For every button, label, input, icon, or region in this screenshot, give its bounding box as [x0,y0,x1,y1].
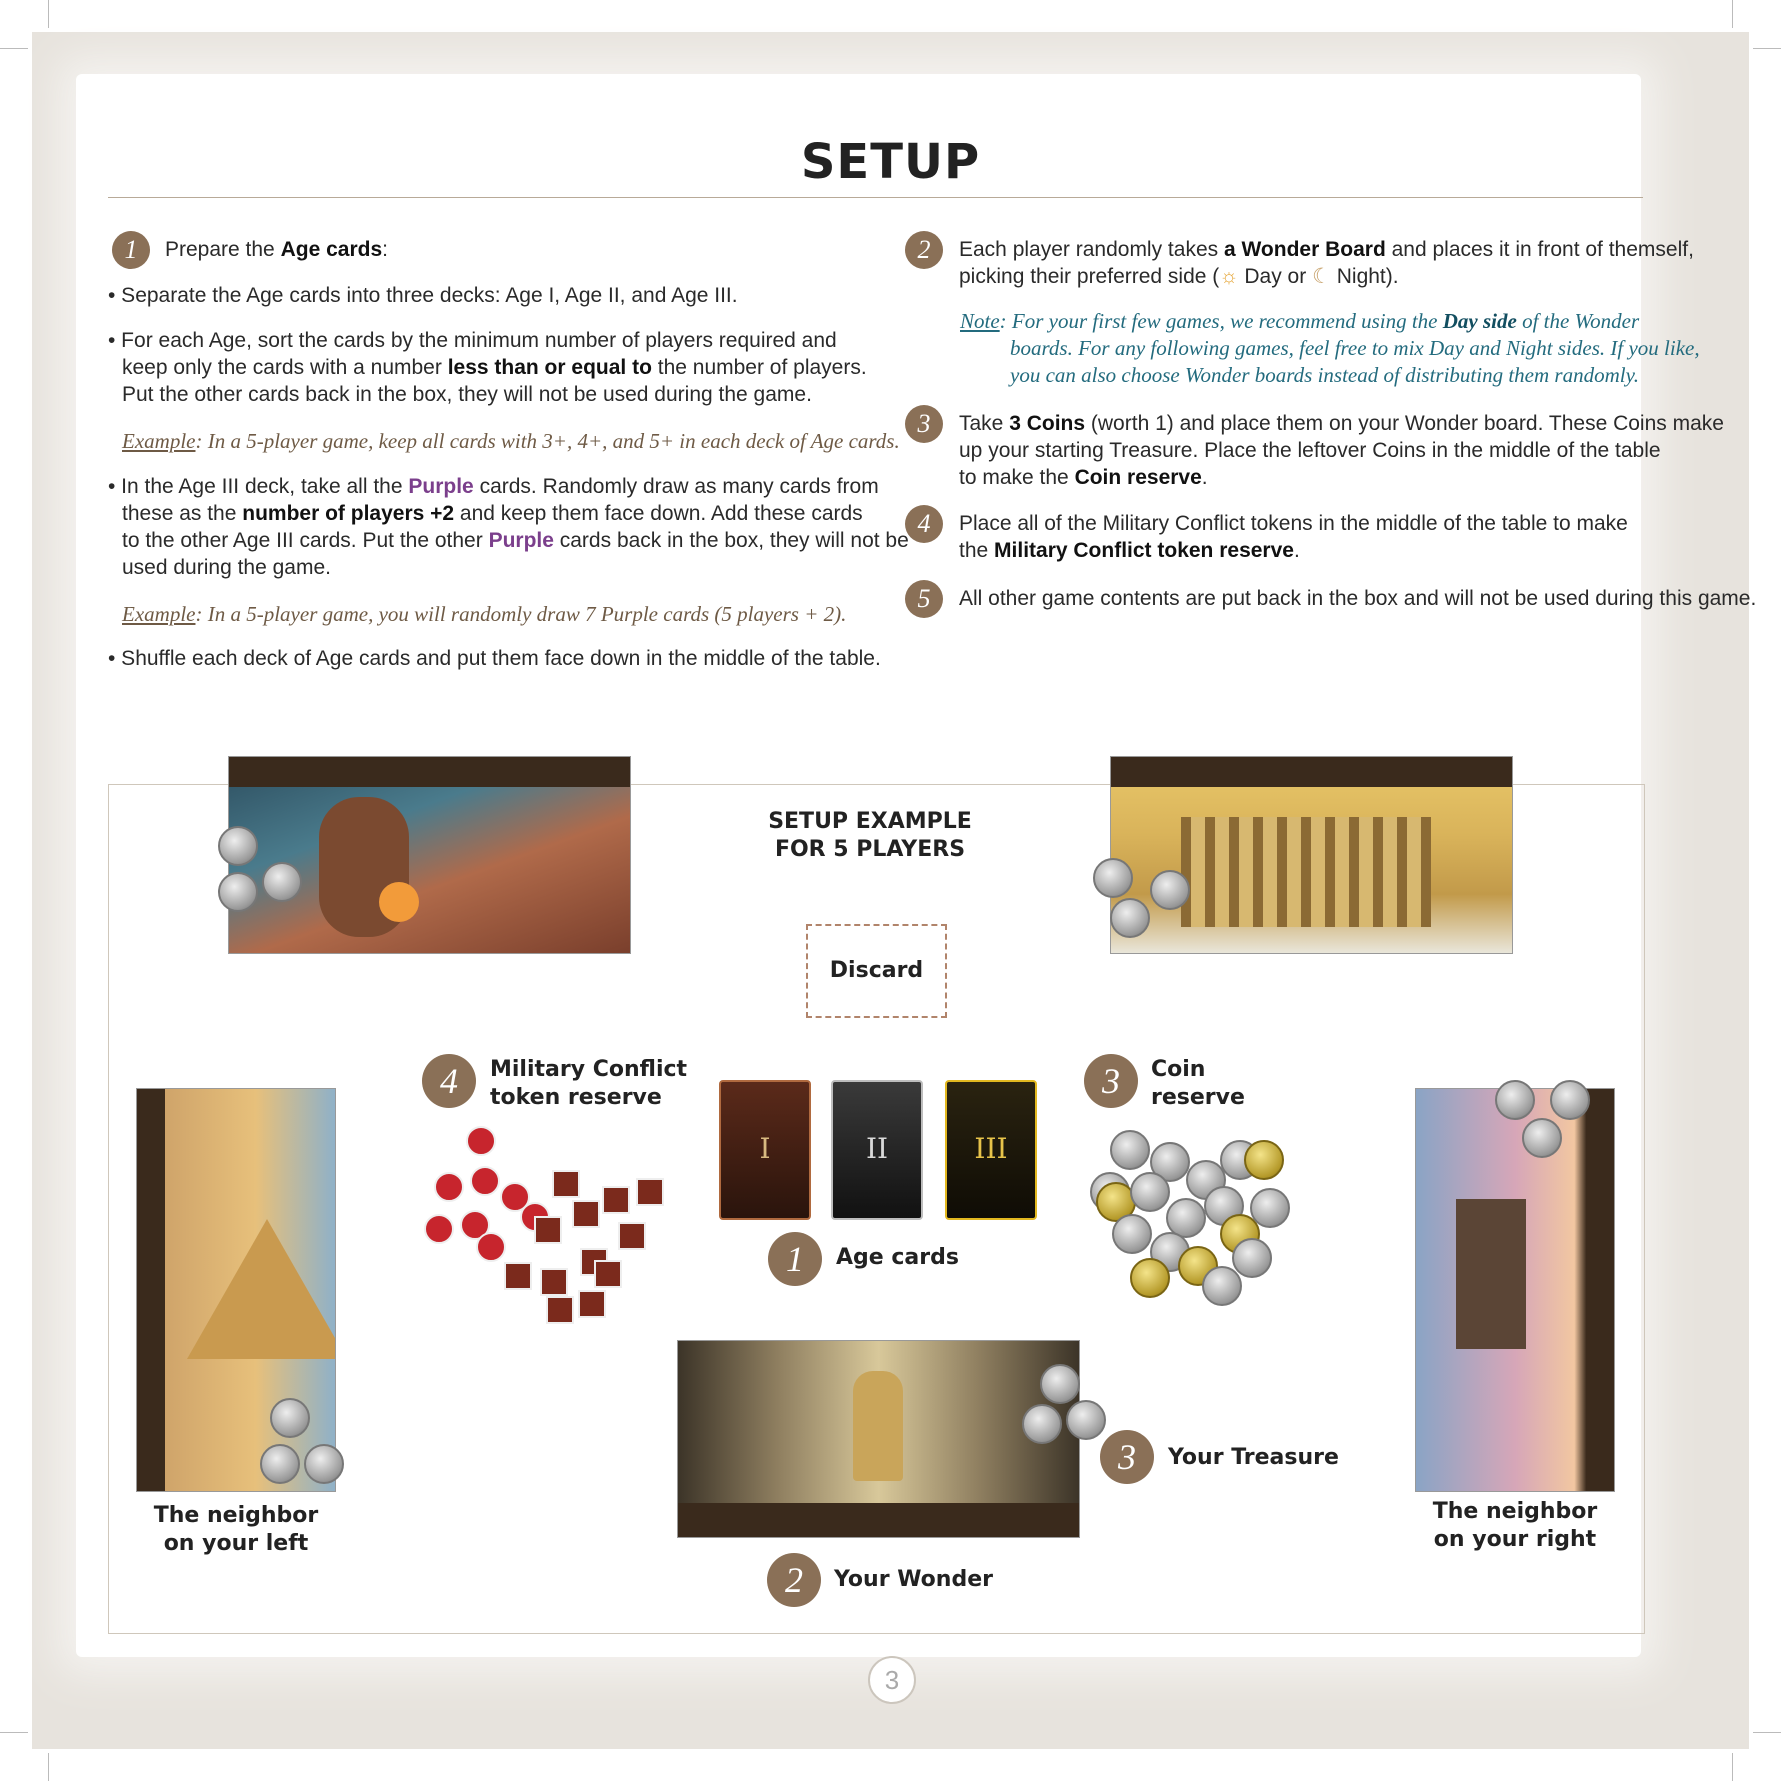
crop-mark [0,1732,28,1733]
flame-icon [379,882,419,922]
coin-icon [1112,1214,1152,1254]
conflict-token [578,1290,606,1318]
age-cards-label: Age cards [836,1245,959,1270]
coin-icon [1093,858,1133,898]
coin-icon [218,826,258,866]
mausoleum-shape [1456,1199,1526,1349]
conflict-token [424,1214,454,1244]
coin-icon [1130,1172,1170,1212]
age-cards-badge: 1 [768,1232,822,1286]
crop-mark [48,0,49,28]
coin-icon [1110,1130,1150,1170]
example-1: Example: In a 5-player game, keep all cards with 3+, 4+, and 5+ in each deck of Age cards. [122,429,900,453]
wonder-board-top-right [1110,756,1513,954]
board-banner [678,1503,1079,1537]
coin-icon [1250,1188,1290,1228]
conflict-token [552,1170,580,1198]
coin-icon [1522,1118,1562,1158]
left-neighbor-label: The neighbor on your left [153,1503,319,1556]
step-2-text: Each player randomly takes a Wonder Board and places it in front of themself, picking their preferred side (☼ Day or ☾ Night). [959,238,1694,288]
coin-icon [1150,870,1190,910]
step-1-bullet-2: • For each Age, sort the cards by the minimum number of players required and keep only the cards with a number less than or equal to the number of players. Put the other cards back in the box, they will not be used during the game. [108,329,867,406]
wonder-board-left-neighbor [136,1088,336,1492]
step-1-bullet-3: • In the Age III deck, take all the Purple cards. Randomly draw as many cards from these as the number of players +2 and keep them face down. Add these cards to the other Age III cards. Put the other Purple cards back in the box, they will not be used during the game. [108,475,909,579]
zeus-statue [853,1371,903,1481]
right-neighbor-label: The neighbor on your right [1432,1499,1598,1552]
coin-icon [1202,1266,1242,1306]
coin-icon [1232,1238,1272,1278]
conflict-token [466,1126,496,1156]
step-5-text: All other game contents are put back in the box and will not be used during this game. [959,587,1757,610]
coin-icon [1550,1080,1590,1120]
crop-mark [1732,0,1733,28]
step-3-text: Take 3 Coins (worth 1) and place them on your Wonder board. These Coins make up your starting Treasure. Place the leftover Coins in the middle of the table to make the Coin reserve. [959,412,1724,489]
discard-zone: Discard [806,924,947,1018]
board-banner [1111,757,1512,787]
page-number: 3 [868,1656,916,1704]
gold-coin-icon [1130,1258,1170,1298]
your-wonder-label: Your Wonder [834,1567,993,1592]
title-divider [108,197,1643,198]
step-2-note: Note: For your first few games, we recommend using the Day side of the Wonder boards. For any following games, feel free to mix Day and Night sides. If you like, you can also choose Wonder boards instead of distributing them randomly. [960,309,1700,387]
age-card-1: I [719,1080,811,1220]
conflict-token [572,1200,600,1228]
coin-icon [1040,1364,1080,1404]
crop-mark [1732,1753,1733,1781]
your-wonder-board [677,1340,1080,1538]
board-banner [229,757,630,787]
military-badge: 4 [422,1054,476,1108]
step-5-badge: 5 [905,580,943,618]
conflict-token [540,1268,568,1296]
step-1-bullet-4: • Shuffle each deck of Age cards and put them face down in the middle of the table. [108,647,881,670]
conflict-token [476,1232,506,1262]
conflict-token [594,1260,622,1288]
coin-reserve-label: Coin reserve [1151,1057,1245,1110]
coin-icon [270,1398,310,1438]
coin-icon [218,872,258,912]
step-1-intro: Prepare the Age cards: [165,238,388,261]
coin-icon [1066,1400,1106,1440]
wonder-board-top-left [228,756,631,954]
moon-icon: ☾ [1312,265,1331,288]
example-2: Example: In a 5-player game, you will randomly draw 7 Purple cards (5 players + 2). [122,602,847,626]
military-label: Military Conflict token reserve [490,1057,688,1110]
your-wonder-badge: 2 [767,1553,821,1607]
age-card-3: III [945,1080,1037,1220]
coin-icon [1022,1404,1062,1444]
setup-example-title: SETUP EXAMPLE FOR 5 PLAYERS [768,809,972,862]
step-1-badge: 1 [112,231,150,269]
step-4-text: Place all of the Military Conflict tokens in the middle of the table to make the Military Conflict token reserve. [959,512,1628,562]
gold-coin-icon [1244,1140,1284,1180]
conflict-token [618,1222,646,1250]
coin-reserve-badge: 3 [1084,1054,1138,1108]
step-1-bullet-1: • Separate the Age cards into three decks: Age I, Age II, and Age III. [108,284,738,307]
conflict-token [470,1166,500,1196]
treasure-badge: 3 [1100,1430,1154,1484]
sun-icon: ☼ [1219,265,1239,288]
treasure-label: Your Treasure [1168,1445,1339,1470]
age-card-2: II [831,1080,923,1220]
crop-mark [1753,1732,1781,1733]
temple-columns [1181,817,1431,927]
pyramid-shape [187,1219,336,1359]
crop-mark [1753,48,1781,49]
step-4-badge: 4 [905,505,943,543]
conflict-token [534,1216,562,1244]
conflict-token [636,1178,664,1206]
conflict-token [434,1172,464,1202]
coin-icon [260,1444,300,1484]
crop-mark [0,48,28,49]
conflict-token [546,1296,574,1324]
coin-icon [1495,1080,1535,1120]
page-title: SETUP [800,134,981,190]
crop-mark [48,1753,49,1781]
coin-icon [262,862,302,902]
conflict-token [602,1186,630,1214]
step-2-badge: 2 [905,231,943,269]
coin-icon [1110,898,1150,938]
coin-icon [304,1444,344,1484]
conflict-token [504,1262,532,1290]
step-3-badge: 3 [905,405,943,443]
wonder-board-right-neighbor [1415,1088,1615,1492]
